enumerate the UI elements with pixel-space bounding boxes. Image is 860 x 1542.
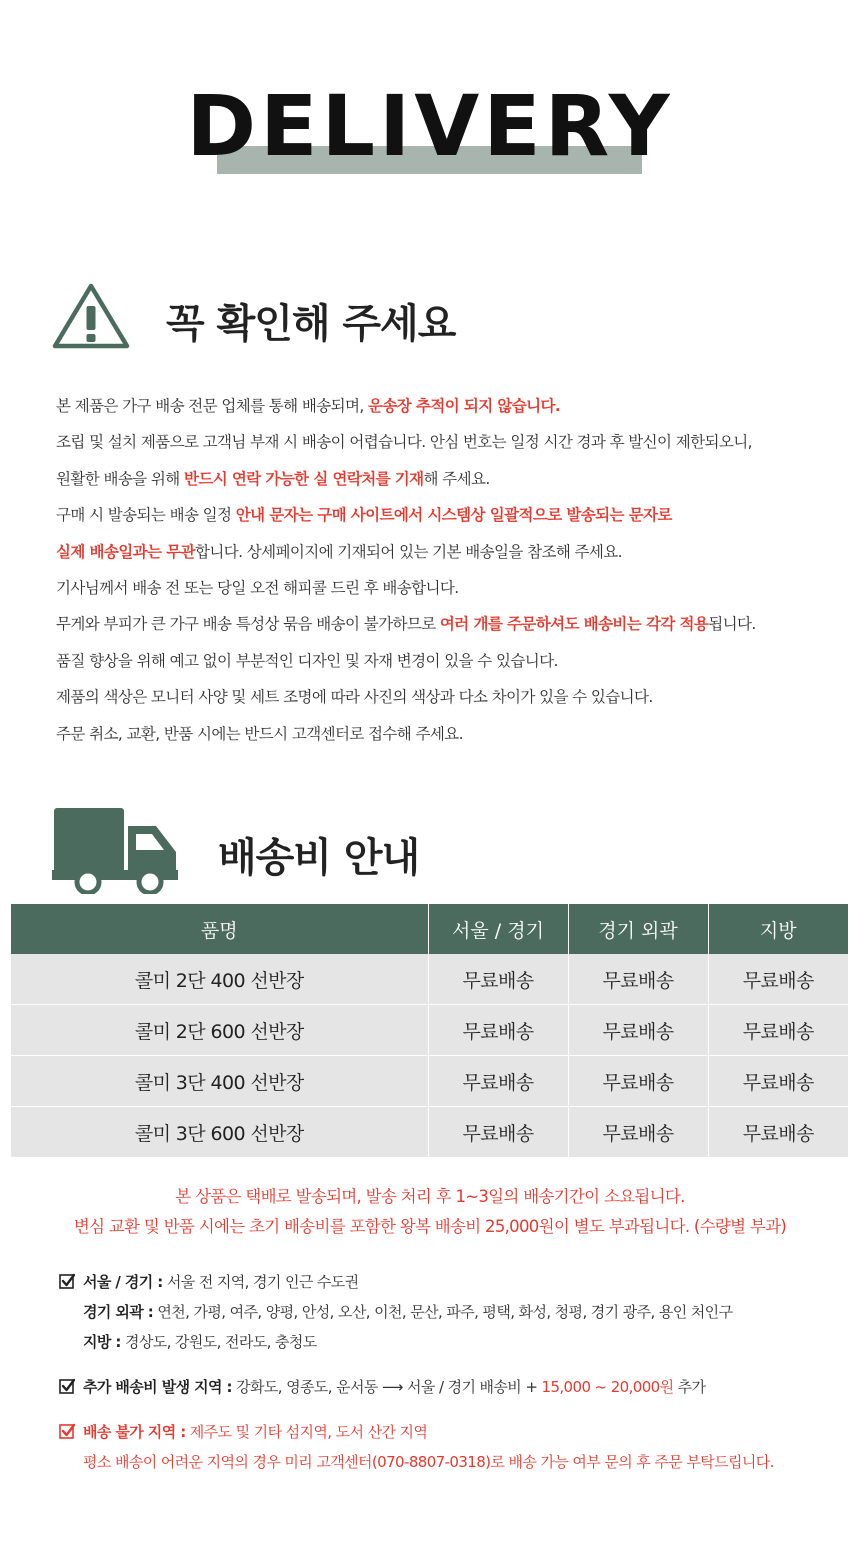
column-header: 서울 / 경기 [428, 904, 568, 954]
delivery-truck-icon [52, 806, 180, 894]
notice-heading: 꼭 확인해 주세요 [166, 301, 456, 347]
notice-line: 구매 시 발송되는 배송 일정 안내 문자는 구매 사이트에서 시스템상 일괄적으로 발송되는 문자로 [56, 506, 672, 525]
region-extra-fee: 추가 배송비 발생 지역 : 강화도, 영종도, 운서동 ⟶ 서울 / 경기 배송비 + 15,000 ~ 20,000원 추가 [83, 1378, 706, 1396]
checkbox-checked-icon [59, 1273, 75, 1289]
product-name-cell: 콜미 3단 600 선반장 [11, 1107, 428, 1158]
notice-line: 품질 향상을 위해 예고 없이 부분적인 디자인 및 자재 변경이 있을 수 있습니다. [56, 651, 558, 670]
checkbox-checked-icon [59, 1378, 75, 1394]
notice-line: 기사님께서 배송 전 또는 당일 오전 해피콜 드린 후 배송합니다. [56, 578, 459, 597]
fee-cell: 무료배송 [708, 1107, 848, 1158]
checkbox-checked-icon [59, 1423, 75, 1439]
region-local: 지방 : 경상도, 강원도, 전라도, 충청도 [83, 1333, 317, 1351]
notice-line: 제품의 색상은 모니터 사양 및 세트 조명에 따라 사진의 색상과 다소 차이가 있을 수 있습니다. [56, 688, 653, 707]
fee-cell: 무료배송 [428, 1005, 568, 1056]
region-unavailable: 배송 불가 지역 : 제주도 및 기타 섬지역, 도서 산간 지역 [83, 1423, 428, 1441]
table-row [11, 1056, 848, 1107]
notice-line: 무게와 부피가 큰 가구 배송 특성상 묶음 배송이 불가하므로 여러 개를 주문하셔도 배송비는 각각 적용됩니다. [56, 615, 756, 634]
table-row [11, 954, 848, 1005]
page-header [0, 70, 860, 180]
fee-cell: 무료배송 [708, 1005, 848, 1056]
notice-line: 본 제품은 가구 배송 전문 업체를 통해 배송되며, 운송장 추적이 되지 않습니다. [56, 397, 561, 415]
region-seoul: 서울 / 경기 : 서울 전 지역, 경기 인근 수도권 [83, 1273, 359, 1291]
shipping-note [0, 1182, 860, 1242]
product-name-cell: 콜미 3단 400 선반장 [11, 1056, 428, 1107]
notice-line: 실제 배송일과는 무관합니다. 상세페이지에 기재되어 있는 기본 배송일을 참조해 주세요. [56, 542, 622, 561]
fee-cell: 무료배송 [568, 1107, 708, 1158]
fee-cell: 무료배송 [568, 954, 708, 1005]
shipping-fee-table [11, 904, 848, 1158]
page-title: DELIVERY [186, 77, 674, 175]
shipping-heading: 배송비 안내 [218, 835, 420, 881]
note-line: 변심 교환 및 반품 시에는 초기 배송비를 포함한 왕복 배송비 25,000원이 별도 부과됩니다. (수량별 부과) [73, 1217, 787, 1236]
notice-line: 원활한 배송을 위해 반드시 연락 가능한 실 연락처를 기재해 주세요. [56, 469, 490, 488]
fee-cell: 무료배송 [428, 1056, 568, 1107]
product-name-cell: 콜미 2단 600 선반장 [11, 1005, 428, 1056]
table-row [11, 1005, 848, 1056]
fee-cell: 무료배송 [428, 954, 568, 1005]
column-header: 경기 외곽 [568, 904, 708, 954]
fee-cell: 무료배송 [708, 1056, 848, 1107]
fee-cell: 무료배송 [568, 1005, 708, 1056]
column-header: 품명 [11, 904, 428, 954]
fee-cell: 무료배송 [568, 1056, 708, 1107]
table-header-row [11, 904, 848, 954]
fee-cell: 무료배송 [708, 954, 848, 1005]
notice-line: 주문 취소, 교환, 반품 시에는 반드시 고객센터로 접수해 주세요. [56, 724, 463, 743]
notice-list [56, 388, 846, 752]
notice-line: 조립 및 설치 제품으로 고객님 부재 시 배송이 어렵습니다. 안심 번호는 일정 시간 경과 후 발신이 제한되오니, [56, 433, 752, 452]
fee-cell: 무료배송 [428, 1107, 568, 1158]
table-row [11, 1107, 848, 1158]
region-unavailable-note: 평소 배송이 어려운 지역의 경우 미리 고객센터(070-8807-0318)로 배송 가능 여부 문의 후 주문 부탁드립니다. [83, 1453, 774, 1471]
note-line: 본 상품은 택배로 발송되며, 발송 처리 후 1~3일의 배송기간이 소요됩니다. [175, 1187, 685, 1206]
region-outer: 경기 외곽 : 연천, 가평, 여주, 양평, 안성, 오산, 이천, 문산, 파주, 평택, 화성, 청평, 경기 광주, 용인 처인구 [83, 1303, 733, 1321]
column-header: 지방 [708, 904, 848, 954]
warning-triangle-icon [51, 282, 131, 350]
product-name-cell: 콜미 2단 400 선반장 [11, 954, 428, 1005]
